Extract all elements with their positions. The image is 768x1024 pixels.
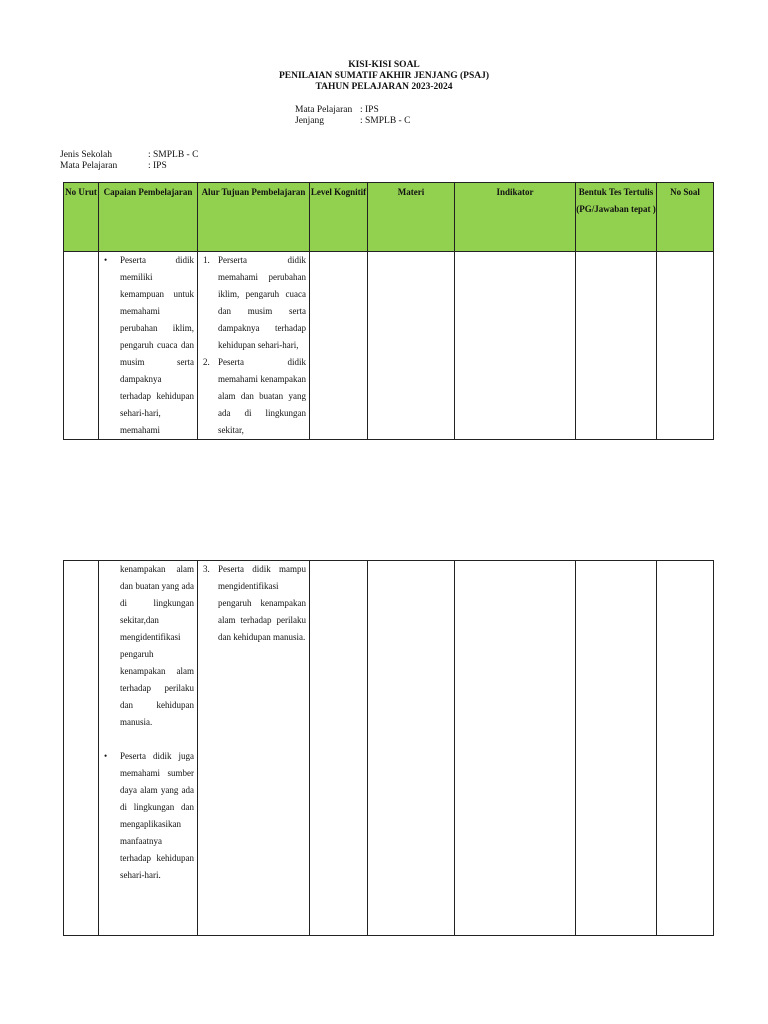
cell-materi <box>368 561 455 936</box>
header-no-soal: No Soal <box>657 183 714 252</box>
header-no-urut: No Urut <box>64 183 99 252</box>
header-bentuk-tes: Bentuk Tes Tertulis (PG/Jawaban tepat ) <box>576 183 657 252</box>
meta-left-subject-value: : IPS <box>148 161 167 171</box>
header-title: KISI-KISI SOAL <box>348 60 420 70</box>
meta-subject-value: : IPS <box>360 105 379 115</box>
grid-table-page1 <box>63 182 714 440</box>
meta-school-value: : SMPLB - C <box>148 150 199 160</box>
bullet-marker: • <box>104 255 108 265</box>
cell-capaian <box>99 561 198 936</box>
cell-no-soal <box>657 561 714 936</box>
cell-no-soal <box>657 252 714 440</box>
cell-level-kognitif <box>310 561 368 936</box>
list-item <box>198 561 309 646</box>
header-alur-tujuan: Alur Tujuan Pembelajaran <box>198 183 310 252</box>
cell-bentuk-tes <box>576 561 657 936</box>
alur-tujuan-text: Peserta didik mampu mengidentifikasi pengaruh kenampakan alam terhadap perilaku dan kehidupan manusia. <box>218 564 306 642</box>
meta-school-label: Jenis Sekolah <box>60 150 112 160</box>
item-number: 2. <box>203 357 210 367</box>
item-number: 1. <box>203 255 210 265</box>
cell-no-urut <box>64 561 99 936</box>
meta-subject-label: Mata Pelajaran <box>295 105 353 115</box>
grid-table-page2 <box>63 560 714 936</box>
meta-center-block <box>295 105 410 127</box>
cell-indikator <box>455 252 576 440</box>
header-year: TAHUN PELAJARAN 2023-2024 <box>315 82 453 92</box>
cell-level-kognitif <box>310 252 368 440</box>
capaian-text: Peserta didik memiliki kemampuan untuk memahami perubahan iklim, pengaruh cuaca dan musim serta dampaknya terhadap kehidupan sehari-hari, memahami <box>120 255 194 435</box>
document-header <box>0 60 768 93</box>
capaian-text: Peserta didik juga memahami sumber daya alam yang ada di lingkungan dan mengaplikasikan manfaatnya terhadap kehidupan sehari-hari. <box>120 751 194 880</box>
header-level-kognitif: Level Kognitif <box>310 183 368 252</box>
list-item <box>99 561 197 731</box>
meta-level-label: Jenjang <box>295 116 325 126</box>
list-item <box>99 748 197 884</box>
cell-alur-tujuan <box>198 252 310 440</box>
table-row <box>64 252 714 440</box>
header-capaian: Capaian Pembelajaran <box>99 183 198 252</box>
cell-bentuk-tes <box>576 252 657 440</box>
meta-left-subject-label: Mata Pelajaran <box>60 161 118 171</box>
bullet-marker: • <box>104 751 108 761</box>
header-indikator: Indikator <box>455 183 576 252</box>
alur-tujuan-text: Perserta didik memahami perubahan iklim, pengaruh cuaca dan musim serta dampaknya terhadap kehidupan sehari-hari, <box>218 255 306 350</box>
header-subtitle: PENILAIAN SUMATIF AKHIR JENJANG (PSAJ) <box>278 71 490 81</box>
cell-indikator <box>455 561 576 936</box>
list-item <box>198 252 309 354</box>
header-materi: Materi <box>368 183 455 252</box>
meta-left-block <box>60 150 198 172</box>
table-header-row <box>64 183 714 252</box>
capaian-continued-text: kenampakan alam dan buatan yang ada di lingkungan sekitar,dan mengidentifikasi pengaruh kenampakan alam terhadap perilaku dan kehidupan manusia. <box>120 564 194 727</box>
cell-capaian <box>99 252 198 440</box>
cell-alur-tujuan <box>198 561 310 936</box>
table-row <box>64 561 714 936</box>
list-item <box>198 354 309 439</box>
list-item <box>99 252 197 439</box>
alur-tujuan-text: Peserta didik memahami kenampakan alam dan buatan yang ada di lingkungan sekitar, <box>218 357 306 435</box>
cell-materi <box>368 252 455 440</box>
meta-level-value: : SMPLB - C <box>360 116 411 126</box>
cell-no-urut <box>64 252 99 440</box>
item-number: 3. <box>203 564 210 574</box>
